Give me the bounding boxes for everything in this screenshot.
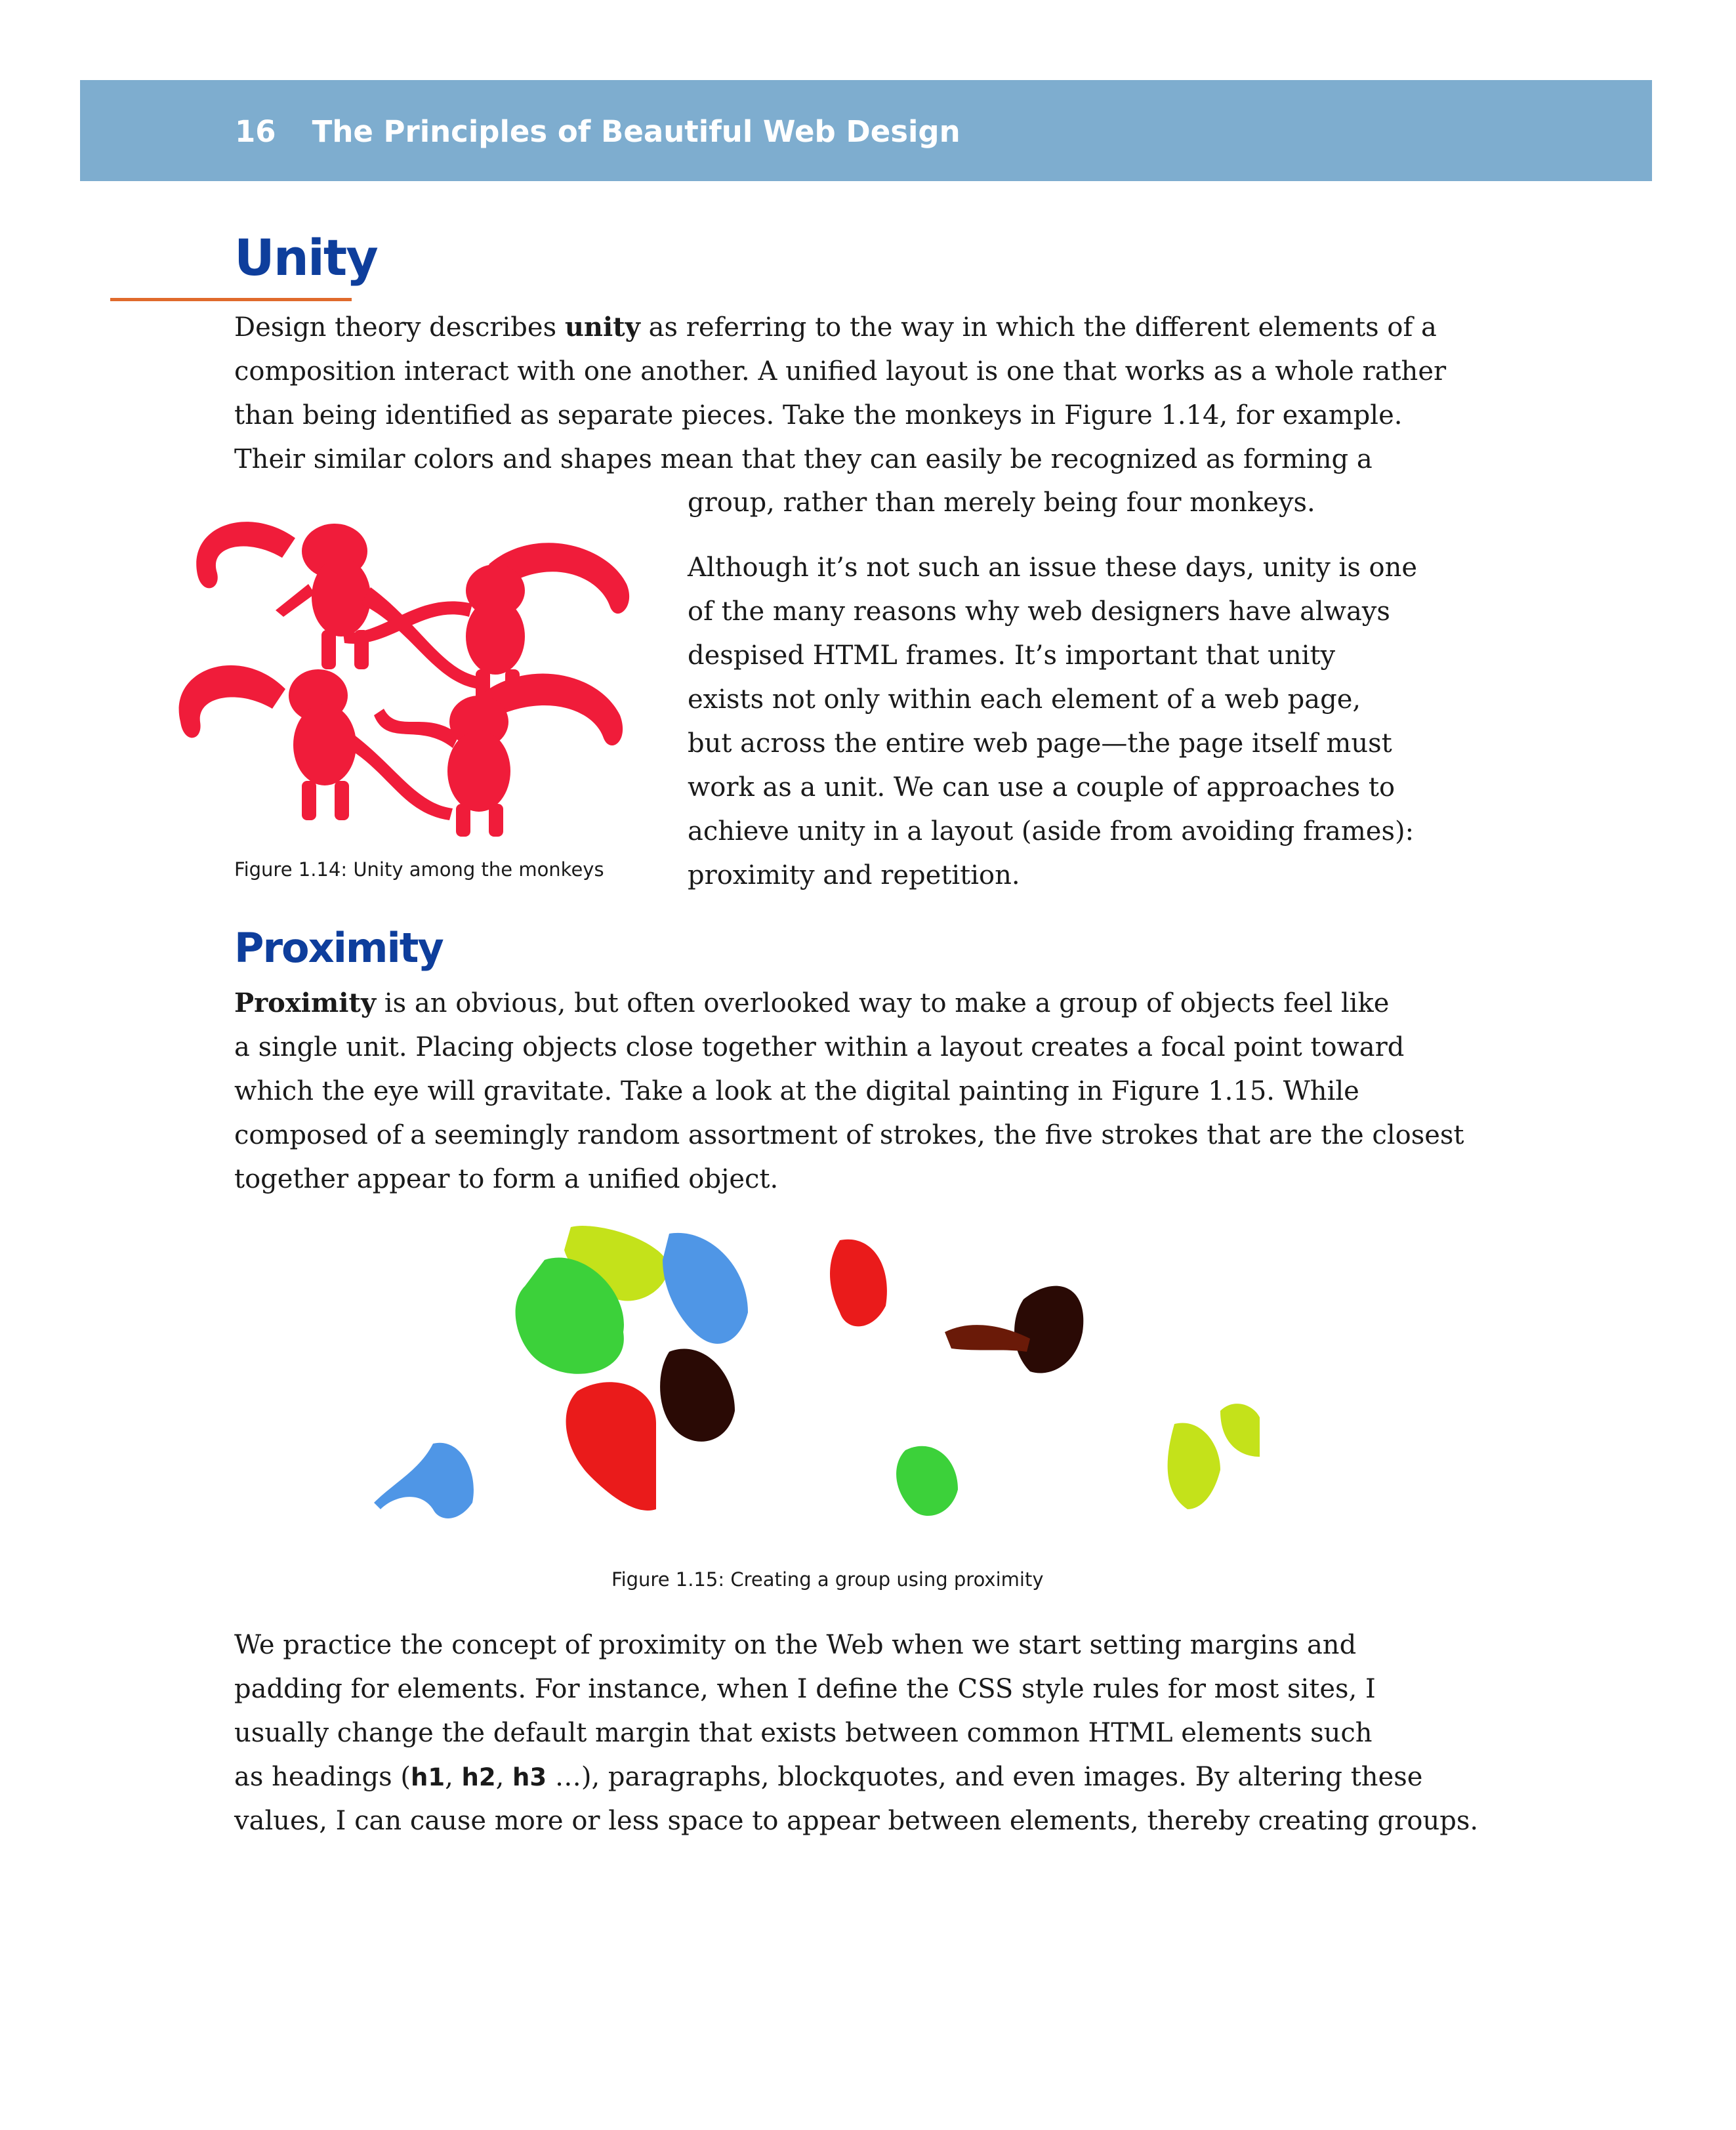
proximity-paragraph-2 [234, 1623, 1478, 1843]
figure-1-14-monkeys [164, 499, 650, 840]
stroke-dark [660, 1349, 735, 1442]
text-line: values, I can cause more or less space to appear between elements, thereby creating groups. [234, 1806, 1479, 1836]
text-line: as headings (h1, h2, h3 …), paragraphs, blockquotes, and even images. By altering these [234, 1762, 1423, 1792]
text-line: achieve unity in a layout (aside from avoiding frames): [688, 816, 1415, 846]
text-line: despised HTML frames. It’s important that unity [688, 640, 1336, 671]
monkey-figure [179, 665, 453, 820]
page-number: 16 [235, 114, 276, 149]
stroke-blue [663, 1233, 748, 1344]
running-header [80, 80, 1652, 181]
text-line: Their similar colors and shapes mean that they can easily be recognized as forming a [234, 444, 1373, 474]
text-line: but across the entire web page—the page itself must [688, 728, 1392, 759]
code-h2: h2 [461, 1763, 496, 1791]
stroke-green-small [896, 1446, 958, 1516]
text-line: a single unit. Placing objects close together within a layout creates a focal point toward [234, 1032, 1405, 1062]
unity-heading: Unity [234, 228, 377, 287]
book-title: The Principles of Beautiful Web Design [312, 114, 961, 149]
stroke-blue-small [374, 1443, 474, 1518]
code-h3: h3 [512, 1763, 547, 1791]
monkey-figure [343, 543, 629, 702]
text-line: composition interact with one another. A unified layout is one that works as a whole rather [234, 356, 1447, 386]
text-line: of the many reasons why web designers have always [688, 596, 1390, 627]
stroke-yellow-green-small [1168, 1423, 1220, 1509]
text-line: proximity and repetition. [688, 860, 1020, 890]
text-line: than being identified as separate pieces. Take the monkeys in Figure 1.14, for example. [234, 400, 1403, 430]
term-unity: unity [564, 312, 640, 343]
text-line: usually change the default margin that exists between common HTML elements such [234, 1718, 1373, 1748]
figure-1-15-strokes [354, 1221, 1260, 1549]
text-line: which the eye will gravitate. Take a look at the digital painting in Figure 1.15. While [234, 1076, 1359, 1106]
text-line: exists not only within each element of a web page, [688, 684, 1361, 715]
stroke-red [566, 1382, 656, 1511]
text-line: padding for elements. For instance, when I define the CSS style rules for most sites, I [234, 1674, 1376, 1704]
text-line: composed of a seemingly random assortment of strokes, the five strokes that are the closest [234, 1120, 1464, 1150]
monkey-figure [374, 673, 623, 837]
unity-paragraph-1 [234, 305, 1446, 482]
unity-paragraph-2 [688, 546, 1417, 898]
text-line: work as a unit. We can use a couple of approaches to [688, 772, 1395, 803]
heading-rule [110, 298, 352, 301]
code-h1: h1 [410, 1763, 445, 1791]
text-line: together appear to form a unified object. [234, 1164, 779, 1194]
term-proximity: Proximity [234, 988, 377, 1018]
stroke-yellow-green-leaf [1220, 1404, 1260, 1457]
stroke-red-single [830, 1240, 887, 1327]
proximity-paragraph-1 [234, 981, 1464, 1201]
text-line: Design theory describes unity as referring to the way in which the different elements of a [234, 312, 1437, 343]
text-line: Proximity is an obvious, but often overlooked way to make a group of objects feel like [234, 988, 1390, 1018]
figure-1-14-caption: Figure 1.14: Unity among the monkeys [234, 858, 604, 881]
proximity-heading: Proximity [234, 924, 443, 972]
unity-paragraph-1-end: group, rather than merely being four monkeys. [688, 488, 1315, 518]
text-line: Although it’s not such an issue these days, unity is one [688, 553, 1418, 583]
text-line: We practice the concept of proximity on the Web when we start setting margins and [234, 1630, 1357, 1660]
figure-1-15-caption: Figure 1.15: Creating a group using proximity [611, 1568, 1044, 1591]
stroke-brown [1014, 1286, 1083, 1373]
header-text [235, 114, 961, 149]
